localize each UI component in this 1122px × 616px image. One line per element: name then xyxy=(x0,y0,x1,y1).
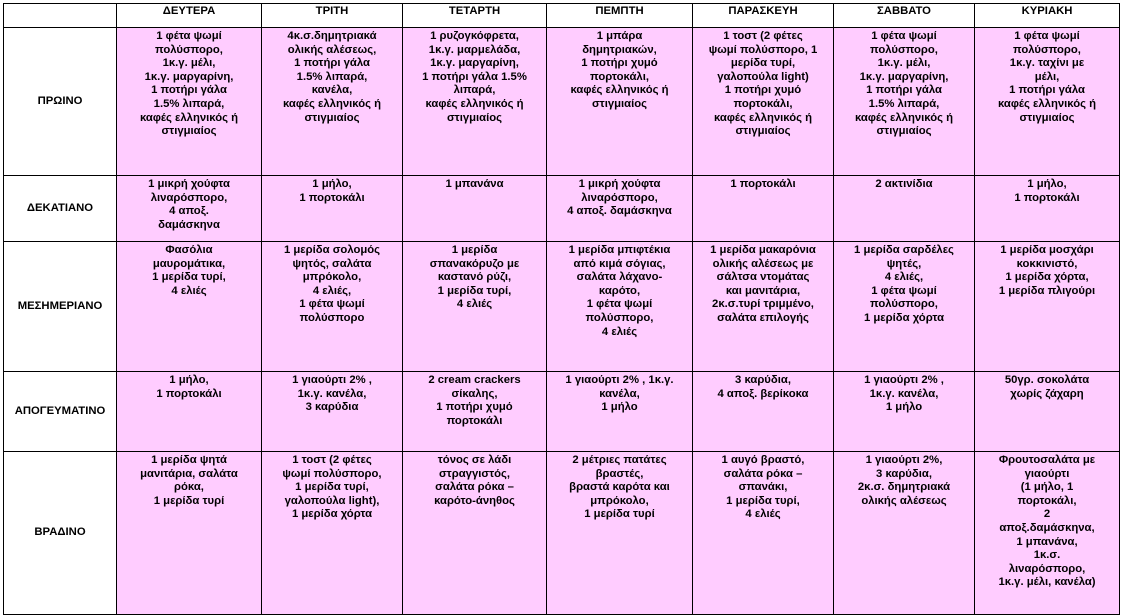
meal-item-line: ολικής αλέσεως xyxy=(861,494,947,507)
meal-item-line: πορτοκάλι, xyxy=(733,97,793,110)
meal-cell xyxy=(403,176,547,242)
meal-item-line: 1 μερίδα μακαρόνια xyxy=(710,244,816,256)
meal-item-line: 1 φέτα ψωμί xyxy=(1014,30,1080,42)
meal-item-line: σπανακόρυζο με xyxy=(429,257,520,270)
meal-item-line: καρότο-άνηθος xyxy=(434,494,515,507)
meal-item-line: 1.5% λιπαρά, xyxy=(296,70,368,83)
meal-label: ΔΕΚΑΤΙΑΝΟ xyxy=(4,176,117,242)
meal-item-line: 1κ.γ. μαργαρίνη, xyxy=(859,70,949,83)
meal-item-line: πολύσπορο, xyxy=(870,298,938,311)
meal-item-line: από κιμά σόγιας, xyxy=(573,257,666,270)
meal-item-line: κοκκινιστό, xyxy=(1016,257,1078,270)
meal-item-line: 1 φέτα ψωμί xyxy=(299,298,365,311)
meal-item-line: 50γρ. σοκολάτα xyxy=(1004,374,1090,386)
meal-item-line: 1 μερίδα ψητά xyxy=(151,454,227,466)
meal-item-line: 1κ.γ. μέλι, κανέλα) xyxy=(998,576,1096,589)
meal-item-line: σάλτσα ντομάτας xyxy=(716,271,810,284)
meal-cell xyxy=(117,452,262,615)
meal-cell xyxy=(975,28,1120,176)
meal-item-line: 4 ελιές, xyxy=(312,284,352,297)
meal-item-line: 1 μερίδα χόρτα xyxy=(291,508,373,521)
meal-item-line: καφές ελληνικός ή xyxy=(425,97,524,110)
meal-item-line: 2 μέτριες πατάτες xyxy=(572,454,667,466)
meal-cell xyxy=(403,372,547,452)
meal-cell xyxy=(547,28,693,176)
meal-item-line: 1κ.γ. μέλι, xyxy=(162,57,216,70)
meal-item-line: 3 καρύδια, xyxy=(735,374,791,386)
meal-item-line: δημητριακών, xyxy=(582,43,657,56)
meal-cell xyxy=(693,28,834,176)
meal-item-line: σαλάτα επιλογής xyxy=(717,311,809,324)
meal-item-line: κανέλα, xyxy=(599,387,640,400)
meal-item-line: 1 πορτοκάλι xyxy=(156,387,222,400)
meal-item-line: μπρόκολο, xyxy=(302,271,362,284)
meal-item-line: 1 μπάρα xyxy=(596,30,643,42)
meal-item-line: 1 γιαούρτι 2%, xyxy=(865,454,943,466)
corner-cell xyxy=(4,4,117,28)
meal-item-line: 1 μερίδα μοσχάρι xyxy=(1000,244,1094,256)
meal-item-line: πολύσπορο, xyxy=(1013,43,1081,56)
meal-item-line: 2κ.σ.τυρί τριμμένο, xyxy=(712,298,814,311)
meal-cell xyxy=(693,372,834,452)
meal-item-line: 4 αποξ. xyxy=(169,205,209,218)
meal-item-line: γιαούρτι xyxy=(1024,467,1070,480)
meal-item-line: 1 ποτήρι γάλα 1.5% xyxy=(422,70,527,83)
day-header: ΚΥΡΙΑΚΗ xyxy=(975,4,1120,28)
meal-item-line: σπανάκι, xyxy=(738,481,788,494)
meal-item-line: 1 γιαούρτι 2% , xyxy=(864,374,944,386)
meal-item-line: σαλάτα ρόκα – xyxy=(435,481,514,494)
meal-item-line: 1 πορτοκάλι xyxy=(730,178,796,190)
meal-item-line: σαλάτα λάχανο- xyxy=(576,271,663,284)
meal-cell xyxy=(547,372,693,452)
meal-item-line: 1κ.γ. μαργαρίνη, xyxy=(144,70,234,83)
meal-item-line: 1 πορτοκάλι xyxy=(1014,191,1080,204)
weekly-meal-plan-table xyxy=(3,3,1120,615)
meal-item-line: 1 μερίδα τυρί, xyxy=(726,494,800,507)
meal-item-line: στιγμιαίος xyxy=(591,97,648,110)
meal-item-line: καστανό ρύζι, xyxy=(437,271,512,284)
meal-item-line: στιγμιαίος xyxy=(161,125,217,138)
meal-item-line: 1 ρυζογκόφρετα, xyxy=(430,30,519,42)
meal-item-line: ρόκα, xyxy=(174,481,204,494)
meal-item-line: πορτοκάλι xyxy=(446,414,503,427)
meal-item-line: 1 μικρή χούφτα xyxy=(148,178,230,190)
meal-item-line: 1κ.γ. μαρμελάδα, xyxy=(428,43,521,56)
meal-label: ΜΕΣΗΜΕΡΙΑΝΟ xyxy=(4,242,117,372)
meal-item-line: 1 μήλο xyxy=(601,401,638,414)
meal-label: ΒΡΑΔΙΝΟ xyxy=(4,452,117,615)
meal-item-line: τόνος σε λάδι xyxy=(437,454,512,466)
meal-item-line: μέλι, xyxy=(1034,70,1060,83)
meal-item-line: στιγμιαίος xyxy=(876,125,932,138)
meal-item-line: 1 φέτα ψωμί xyxy=(871,30,937,42)
meal-item-line: 4 ελιές xyxy=(601,325,638,338)
meal-item-line: μανιτάρια, σαλάτα xyxy=(140,467,238,480)
meal-item-line: πολύσπορο, xyxy=(585,311,654,324)
meal-item-line: 1 ποτήρι γάλα xyxy=(151,84,227,97)
day-header: ΣΑΒΒΑΤΟ xyxy=(834,4,975,28)
meal-item-line: 3 καρύδια, xyxy=(876,467,932,480)
meal-item-line: 1 μήλο xyxy=(885,401,923,414)
meal-item-line: 1 μερίδα σολομός xyxy=(283,244,381,256)
meal-plan-wrapper xyxy=(3,3,1120,615)
meal-cell xyxy=(547,176,693,242)
meal-item-line: 1 αυγό βραστό, xyxy=(721,454,805,466)
meal-item-line: καφές ελληνικός ή xyxy=(570,84,669,97)
meal-item-line: 1 φέτα ψωμί xyxy=(586,298,653,311)
meal-item-line: πορτοκάλι, xyxy=(590,70,649,83)
meal-item-line: 1 ποτήρι χυμό xyxy=(724,84,802,97)
meal-item-line: 1 μικρή χούφτα xyxy=(578,178,661,190)
meal-cell xyxy=(262,372,403,452)
meal-cell xyxy=(693,242,834,372)
meal-item-line: 2 xyxy=(1043,508,1051,521)
meal-item-line: 1 ποτήρι γάλα xyxy=(1009,84,1085,97)
meal-cell xyxy=(834,242,975,372)
meal-item-line: 2 ακτινίδια xyxy=(875,178,933,190)
meal-item-line: κανέλα, xyxy=(311,84,353,97)
meal-item-line: 1 μερίδα τυρί xyxy=(153,494,225,507)
meal-item-line: 1 φέτα ψωμί xyxy=(871,284,937,297)
meal-cell xyxy=(975,372,1120,452)
meal-item-line: στιγμιαίος xyxy=(304,111,360,124)
meal-item-line: ψητός, σαλάτα xyxy=(292,257,372,270)
meal-item-line: 1 γιαούρτι 2% , 1κ.γ. xyxy=(565,374,674,386)
meal-cell xyxy=(117,176,262,242)
meal-row xyxy=(4,28,1120,176)
meal-item-line: 1 ποτήρι χυμό xyxy=(436,401,513,414)
meal-cell xyxy=(547,452,693,615)
meal-item-line: καφές ελληνικός ή xyxy=(282,97,382,110)
meal-item-line: καρότο, xyxy=(598,284,641,297)
meal-item-line: ψωμί πολύσπορο, xyxy=(282,467,382,480)
day-header: ΤΡΙΤΗ xyxy=(262,4,403,28)
meal-item-line: λιναρόσπορο, xyxy=(150,191,228,204)
meal-item-line: αποξ.δαμάσκηνα, xyxy=(999,521,1095,534)
meal-row xyxy=(4,452,1120,615)
meal-item-line: 1 ποτήρι γάλα xyxy=(294,57,370,70)
meal-cell xyxy=(403,28,547,176)
meal-item-line: βραστά καρότα και xyxy=(569,481,670,494)
meal-item-line: 4 ελιές xyxy=(171,284,207,297)
meal-label: ΑΠΟΓΕΥΜΑΤΙΝΟ xyxy=(4,372,117,452)
meal-item-line: 1κ.γ. μέλι, xyxy=(877,57,931,70)
meal-item-line: λιπαρά, xyxy=(453,84,496,97)
meal-item-line: 2κ.σ. δημητριακά xyxy=(857,481,951,494)
meal-cell xyxy=(262,452,403,615)
meal-item-line: 1 μερίδα τυρί xyxy=(584,508,655,521)
meal-item-line: 1 μερίδα τυρί, xyxy=(437,284,512,297)
meal-cell xyxy=(834,372,975,452)
meal-item-line: 1 μήλο, xyxy=(169,374,209,386)
meal-item-line: 1 μπανάνα, xyxy=(1016,535,1078,548)
meal-label: ΠΡΩΙΝΟ xyxy=(4,28,117,176)
meal-item-line: 4κ.σ.δημητριακά xyxy=(287,30,377,42)
meal-cell xyxy=(262,28,403,176)
meal-item-line: δαμάσκηνα xyxy=(158,218,220,231)
meal-item-line: 4 ελιές xyxy=(745,508,781,521)
meal-item-line: 1 μερίδα χόρτα, xyxy=(1005,271,1089,284)
meal-item-line: 1κ.γ. κανέλα, xyxy=(869,387,939,400)
meal-item-line: λιναρόσπορο, xyxy=(1008,562,1086,575)
meal-item-line: 1 μερίδα xyxy=(451,244,498,256)
meal-item-line: 1 μερίδα μπιφτέκια xyxy=(568,244,671,256)
meal-item-line: 4 ελιές, xyxy=(884,271,924,284)
meal-cell xyxy=(117,242,262,372)
meal-item-line: 1.5% λιπαρά, xyxy=(153,97,225,110)
meal-item-line: στιγμιαίος xyxy=(446,111,503,124)
meal-item-line: και μανιτάρια, xyxy=(725,284,801,297)
meal-item-line: 1 πορτοκάλι xyxy=(299,191,365,204)
meal-item-line: ψητές, xyxy=(886,257,922,270)
header-row xyxy=(4,4,1120,28)
day-header: ΔΕΥΤΕΡΑ xyxy=(117,4,262,28)
meal-item-line: 1 μήλο, xyxy=(312,178,352,190)
meal-item-line: 1 φέτα ψωμί xyxy=(156,30,222,42)
meal-item-line: σαλάτα ρόκα – xyxy=(723,467,803,480)
meal-item-line: 1κ.γ. κανέλα, xyxy=(297,387,367,400)
meal-item-line: μπρόκολο, xyxy=(590,494,649,507)
meal-item-line: 1 μερίδα τυρί, xyxy=(152,271,226,284)
meal-item-line: 1 ποτήρι χυμό xyxy=(581,57,658,70)
meal-item-line: χωρίς ζάχαρη xyxy=(1010,387,1084,400)
meal-item-line: 2 cream crackers xyxy=(428,374,521,386)
meal-cell xyxy=(262,242,403,372)
meal-item-line: γαλοπούλα light), xyxy=(284,494,380,507)
meal-item-line: 3 καρύδια xyxy=(305,401,359,414)
meal-item-line: (1 μήλο, 1 xyxy=(1020,481,1074,494)
meal-row xyxy=(4,176,1120,242)
meal-cell xyxy=(693,452,834,615)
meal-item-line: βραστές, xyxy=(595,467,644,480)
meal-item-line: καφές ελληνικός ή xyxy=(713,111,813,124)
meal-cell xyxy=(117,372,262,452)
meal-item-line: στιγμιαίος xyxy=(1019,111,1075,124)
day-header: ΤΕΤΑΡΤΗ xyxy=(403,4,547,28)
meal-cell xyxy=(547,242,693,372)
meal-item-line: 1 μπανάνα xyxy=(445,178,504,190)
day-header: ΠΑΡΑΣΚΕΥΗ xyxy=(693,4,834,28)
meal-row xyxy=(4,372,1120,452)
meal-cell xyxy=(403,242,547,372)
meal-item-line: στιγμιαίος xyxy=(735,125,791,138)
meal-item-line: 1.5% λιπαρά, xyxy=(868,97,940,110)
meal-item-line: καφές ελληνικός ή xyxy=(139,111,239,124)
meal-cell xyxy=(834,452,975,615)
meal-item-line: πολύσπορο, xyxy=(870,43,938,56)
meal-item-line: 1 μήλο, xyxy=(1027,178,1067,190)
meal-item-line: 1 μερίδα πλιγούρι xyxy=(998,284,1096,297)
meal-item-line: 1 μερίδα σαρδέλες xyxy=(854,244,954,256)
meal-item-line: στραγγιστός, xyxy=(438,467,511,480)
meal-item-line: γαλοπούλα light) xyxy=(717,70,809,83)
meal-row xyxy=(4,242,1120,372)
meal-cell xyxy=(834,176,975,242)
meal-item-line: 1 τοστ (2 φέτες xyxy=(723,30,803,42)
meal-item-line: ψωμί πολύσπορο, 1 xyxy=(708,43,818,56)
meal-item-line: 1κ.σ. xyxy=(1033,549,1061,562)
meal-item-line: σίκαλης, xyxy=(451,387,498,400)
meal-item-line: πολύσπορο xyxy=(299,311,365,324)
meal-item-line: 4 ελιές xyxy=(456,298,493,311)
meal-item-line: πολύσπορο, xyxy=(155,43,223,56)
meal-item-line: καφές ελληνικός ή xyxy=(854,111,954,124)
meal-cell xyxy=(117,28,262,176)
day-header: ΠΕΜΠΤΗ xyxy=(547,4,693,28)
meal-item-line: ολικής αλέσεως με xyxy=(712,257,814,270)
meal-item-line: καφές ελληνικός ή xyxy=(997,97,1097,110)
meal-item-line: Φρουτοσαλάτα με xyxy=(998,454,1096,466)
meal-item-line: 4 αποξ. βερίκοκα xyxy=(717,387,809,400)
meal-item-line: 1 τοστ (2 φέτες xyxy=(292,454,372,466)
meal-item-line: μαυρομάτικα, xyxy=(152,257,226,270)
meal-cell xyxy=(975,242,1120,372)
meal-cell xyxy=(262,176,403,242)
meal-item-line: ολικής αλέσεως, xyxy=(287,43,377,56)
meal-item-line: Φασόλια xyxy=(165,244,213,256)
meal-item-line: λιναρόσπορο, xyxy=(581,191,658,204)
meal-item-line: πορτοκάλι, xyxy=(1017,494,1077,507)
meal-item-line: 1 μερίδα τυρί, xyxy=(295,481,369,494)
meal-item-line: 1κ.γ. μαργαρίνη, xyxy=(430,57,519,70)
meal-cell xyxy=(975,452,1120,615)
meal-cell xyxy=(834,28,975,176)
meal-item-line: μερίδα τυρί, xyxy=(730,57,796,70)
meal-item-line: 1κ.γ. ταχίνι με xyxy=(1009,57,1085,70)
meal-cell xyxy=(693,176,834,242)
meal-item-line: 4 αποξ. δαμάσκηνα xyxy=(567,205,672,218)
meal-item-line: 1 γιαούρτι 2% , xyxy=(292,374,372,386)
meal-cell xyxy=(975,176,1120,242)
meal-item-line: 1 μερίδα χόρτα xyxy=(863,311,945,324)
meal-cell xyxy=(403,452,547,615)
meal-item-line: 1 ποτήρι γάλα xyxy=(866,84,942,97)
